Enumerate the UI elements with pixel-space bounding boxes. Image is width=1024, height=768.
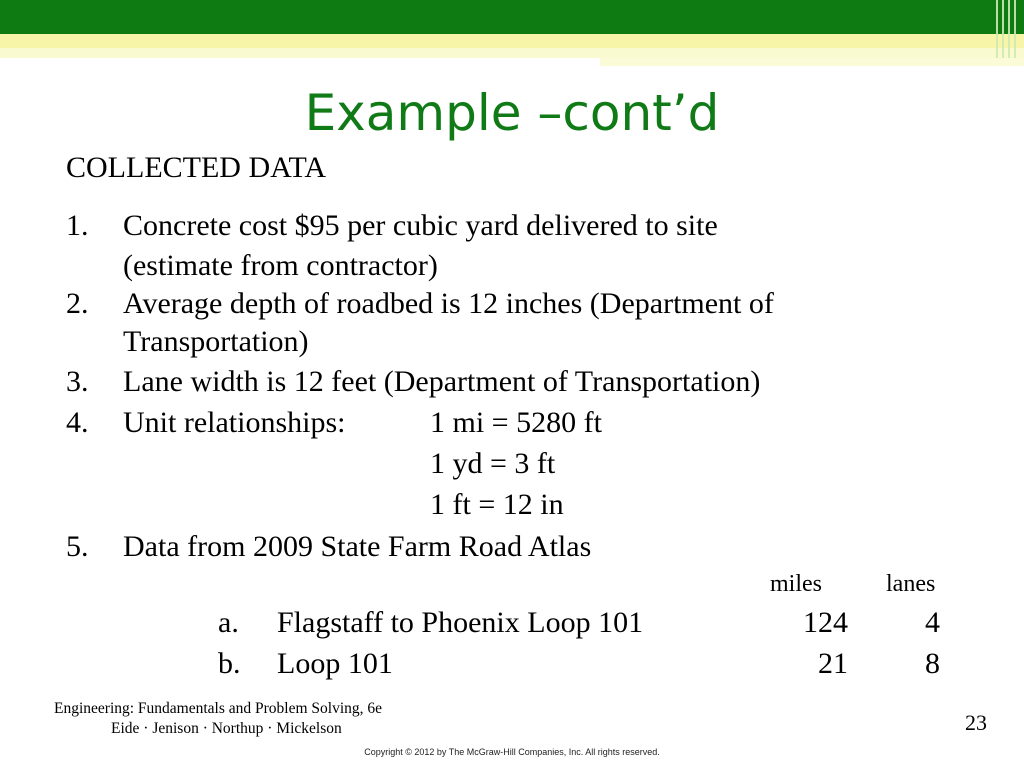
list-number: 3. xyxy=(66,365,89,398)
footer-book-title: Engineering: Fundamentals and Problem Solving, 6e xyxy=(54,700,383,717)
row-lanes: 8 xyxy=(925,647,940,680)
header-stripe xyxy=(0,34,1024,48)
row-route: Loop 101 xyxy=(277,647,393,680)
column-header-lanes: lanes xyxy=(886,571,936,597)
column-header-miles: miles xyxy=(770,571,822,597)
list-item xyxy=(0,362,1024,402)
row-miles: 124 xyxy=(803,606,848,639)
list-number: 5. xyxy=(66,530,89,563)
header-stripe-fade xyxy=(600,58,1024,66)
list-text: Concrete cost $95 per cubic yard delivered to site xyxy=(123,209,718,242)
unit-conversion: 1 mi = 5280 ft xyxy=(430,406,602,439)
row-lanes: 4 xyxy=(925,606,940,639)
unit-conversion: 1 ft = 12 in xyxy=(430,488,564,521)
unit-conversion: 1 yd = 3 ft xyxy=(430,447,556,480)
list-item xyxy=(0,206,1024,286)
list-item xyxy=(0,527,1024,567)
list-text: Lane width is 12 feet (Department of Transportation) xyxy=(123,365,761,398)
list-text-continued: Transportation) xyxy=(123,325,309,358)
list-text-continued: (estimate from contractor) xyxy=(123,249,438,282)
table-row xyxy=(0,644,1024,684)
section-heading: COLLECTED DATA xyxy=(66,151,327,184)
list-text: Data from 2009 State Farm Road Atlas xyxy=(123,530,592,563)
header-stripe-light xyxy=(0,48,1024,58)
row-letter: b. xyxy=(218,647,241,680)
list-number: 1. xyxy=(66,209,89,242)
footer-authors: Eide · Jenison · Northup · Mickelson xyxy=(111,720,342,737)
row-route: Flagstaff to Phoenix Loop 101 xyxy=(277,606,644,639)
page-number: 23 xyxy=(965,710,987,735)
table-row xyxy=(0,603,1024,643)
list-text: Unit relationships: xyxy=(123,406,346,439)
list-item xyxy=(0,403,1024,527)
list-item xyxy=(0,284,1024,364)
copyright-notice: Copyright © 2012 by The McGraw-Hill Companies, Inc. All rights reserved. xyxy=(364,747,660,757)
header-band xyxy=(0,0,1024,34)
list-text: Average depth of roadbed is 12 inches (Department of xyxy=(123,287,774,320)
header-right-lines xyxy=(992,0,1024,58)
slide-title: Example –cont’d xyxy=(304,84,720,142)
row-letter: a. xyxy=(218,606,239,639)
list-number: 4. xyxy=(66,406,89,439)
row-miles: 21 xyxy=(818,647,848,680)
list-number: 2. xyxy=(66,287,89,320)
